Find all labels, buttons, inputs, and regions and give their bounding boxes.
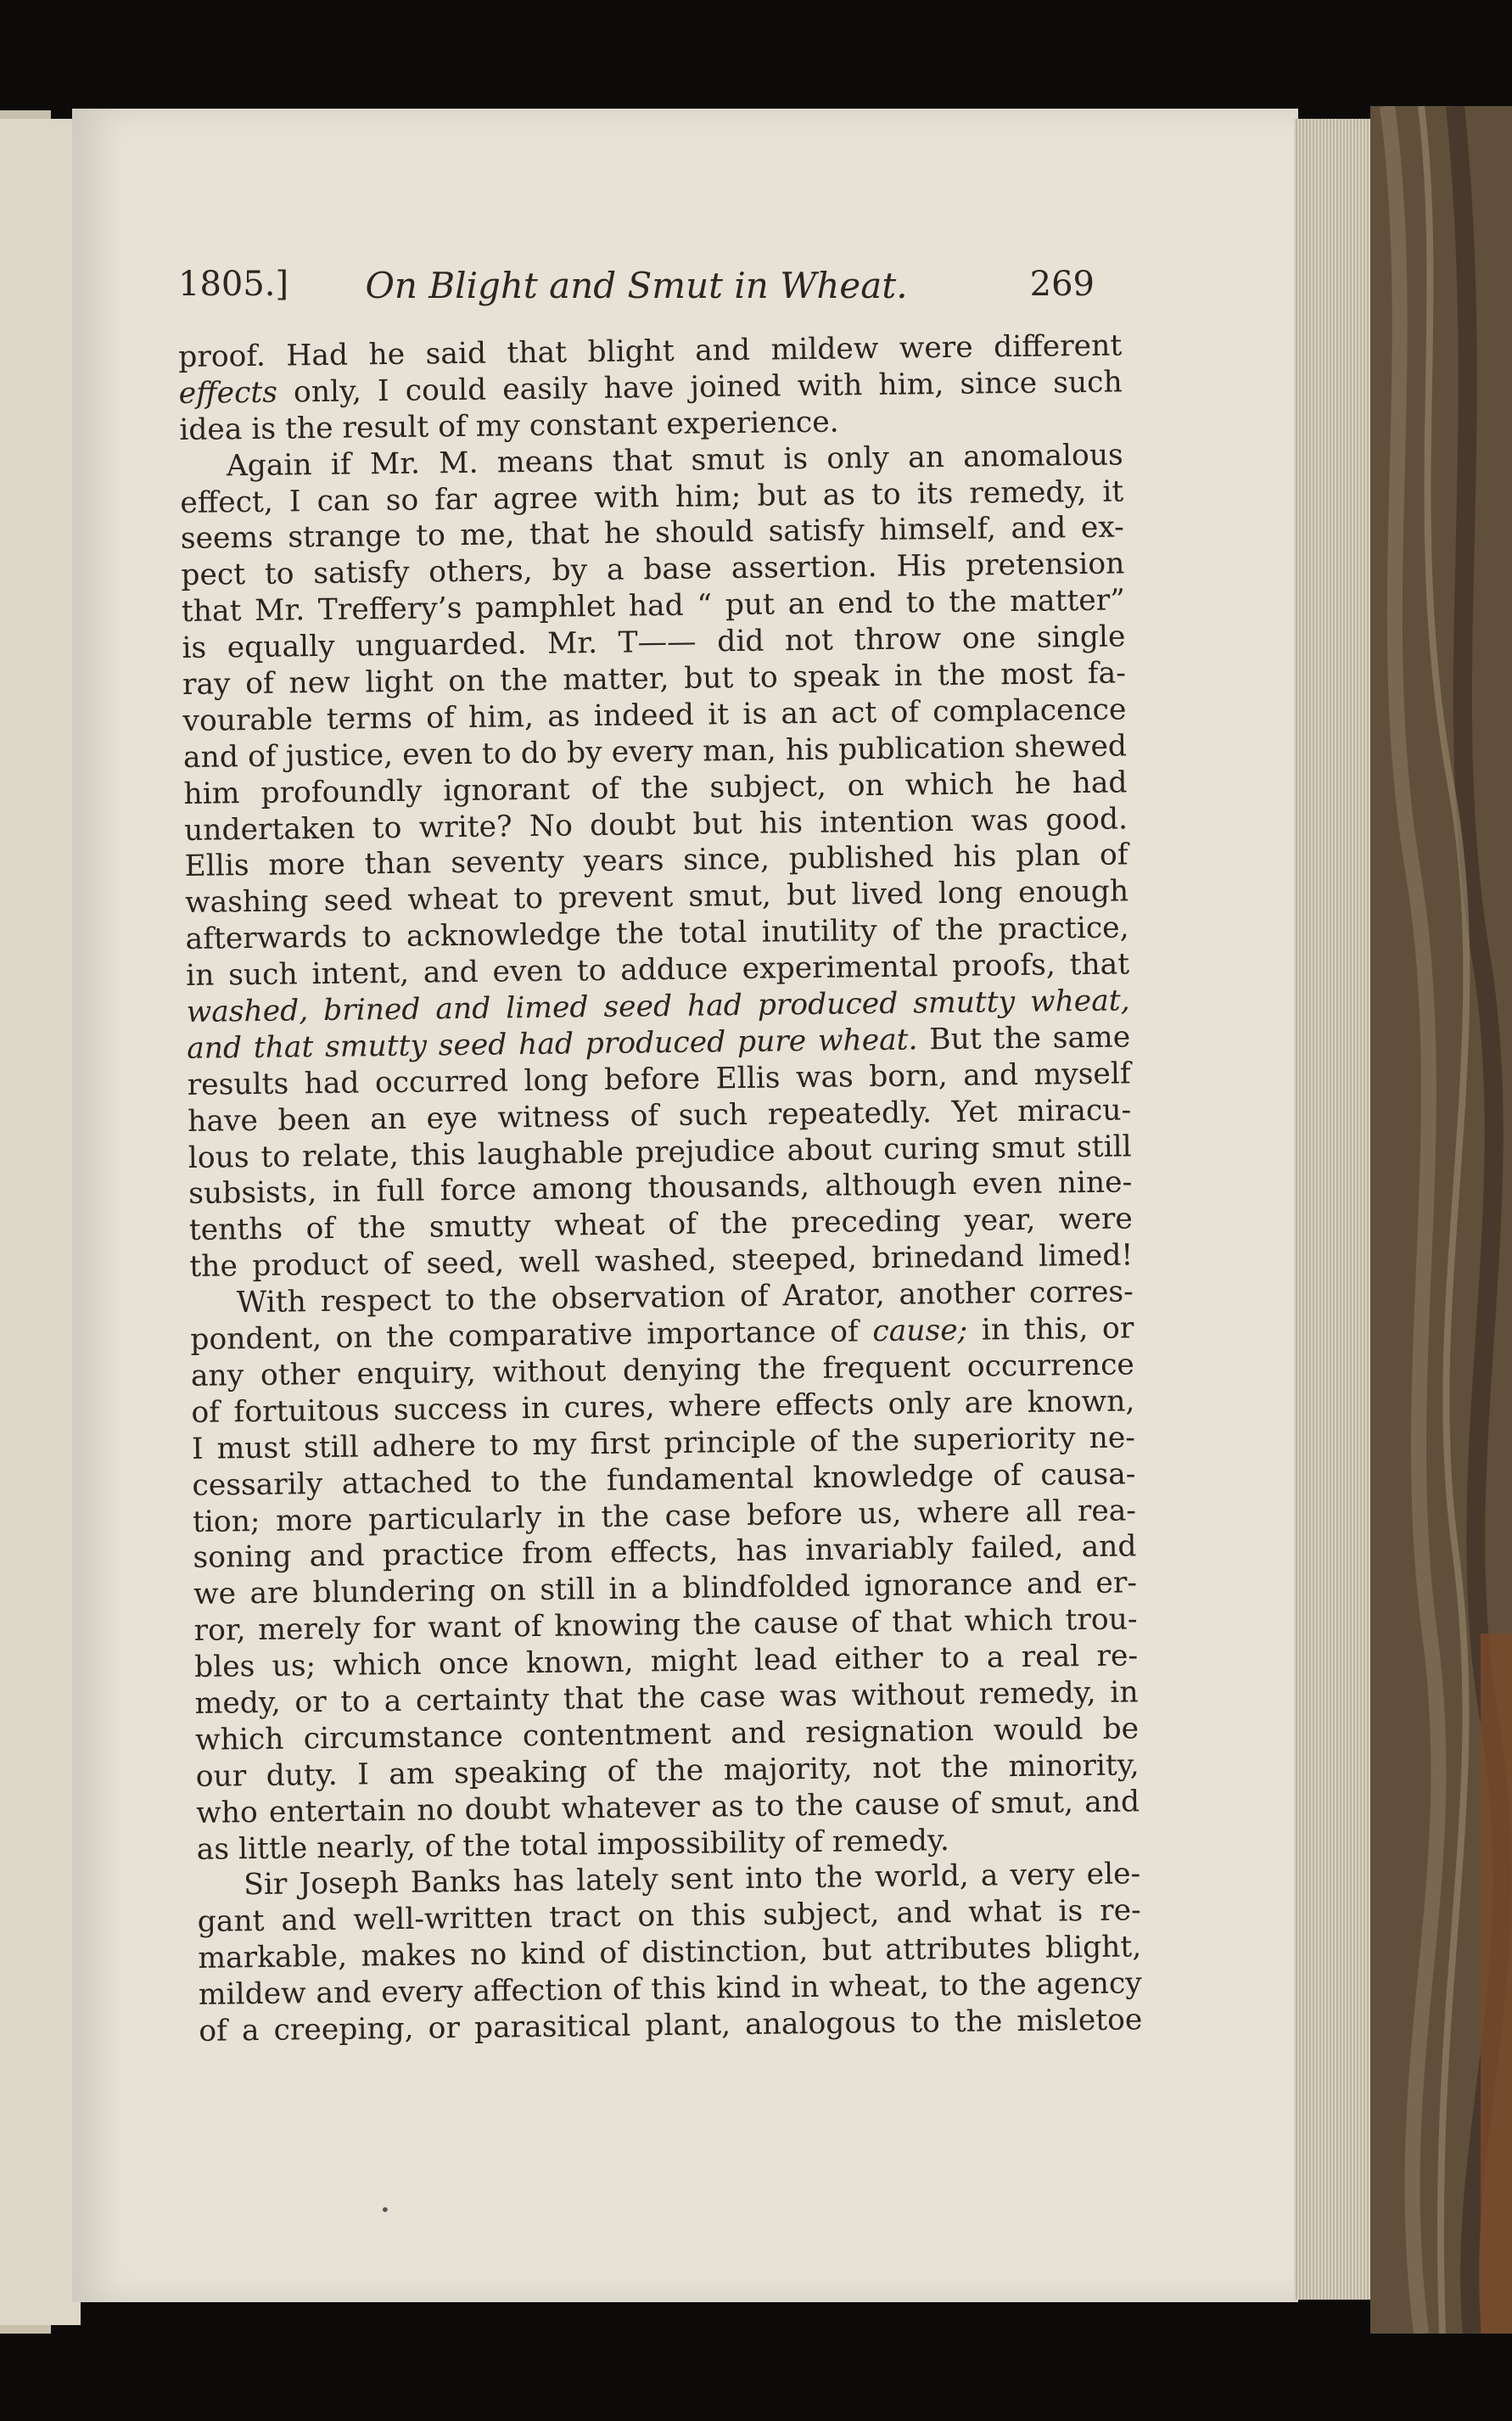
header-title: On Blight and Smut in Wheat. — [365, 265, 908, 306]
marbled-cover — [1370, 106, 1512, 2334]
text-line: vourable terms of him, as indeed it is an act of complacence — [182, 692, 1127, 738]
body-text — [178, 328, 1143, 2049]
running-header — [178, 265, 1095, 324]
text-line: washing seed wheat to prevent smut, but lived long enough — [184, 874, 1129, 921]
text-line: ror, merely for want of knowing the cause of that which trou- — [193, 1602, 1138, 1649]
text-line: medy, or to a certainty that the case was without remedy, in — [194, 1675, 1139, 1721]
text-line: effects only, I could easily have joined with him, since such — [178, 365, 1123, 411]
text-line: of fortuitous success in cures, where effects only are known, — [191, 1384, 1135, 1430]
text-line: proof. Had he said that blight and mildew were different — [178, 328, 1123, 374]
text-line: markable, makes no kind of distinction, but attributes blight, — [198, 1930, 1142, 1976]
text-line: pondent, on the comparative importance of cause; in this, or — [190, 1311, 1134, 1357]
text-line: bles us; which once known, might lead either to a real re- — [193, 1639, 1139, 1684]
text-line: in such intent, and even to adduce experimental proofs, that — [185, 947, 1130, 994]
text-line: we are blundering on still in a blindfolded ignorance and er- — [193, 1566, 1138, 1612]
text-line: of a creeping, or parasitical plant, analogous to the misletoe — [199, 2003, 1143, 2048]
header-year: 1805.] — [178, 265, 289, 304]
text-line: that Mr. Treffery’s pamphlet had “ put an end to the matter” — [181, 583, 1126, 630]
text-line: idea is the result of my constant experience. — [179, 405, 839, 447]
text-line: is equally unguarded. Mr. T—— did not throw one single — [182, 619, 1126, 666]
text-line: have been an eye witness of such repeatedly. Yet miracu- — [188, 1093, 1132, 1139]
text-line: any other enquiry, without denying the frequent occurrence — [190, 1348, 1135, 1393]
text-line: effect, I can so far agree with him; but as to its remedy, it — [180, 474, 1124, 520]
text-line: ray of new light on the matter, but to speak in the most fa- — [182, 656, 1127, 702]
text-line: pect to satisfy others, by a base assertion. His pretension — [181, 546, 1125, 593]
text-line: tion; more particularly in the case before us, where all rea- — [192, 1493, 1137, 1539]
text-line: and that smutty seed had produced pure wheat. But the same — [186, 1020, 1131, 1066]
text-line: Again if Mr. M. means that smut is only an anomalous — [226, 438, 1123, 483]
text-line: soning and practice from effects, has invariably failed, and — [193, 1529, 1137, 1576]
text-line: and of justice, even to do by every man, his publication shewed — [182, 729, 1128, 775]
text-line: the product of seed, well washed, steeped, brinedand limed! — [189, 1238, 1134, 1285]
text-line: mildew and every affection of this kind in wheat, to the agency — [198, 1966, 1142, 2012]
text-line: afterwards to acknowledge the total inutility of the practice, — [185, 911, 1129, 957]
text-line: washed, brined and limed seed had produced smutty wheat, — [186, 984, 1130, 1029]
text-line: results had occurred long before Ellis was born, and myself — [187, 1056, 1131, 1102]
text-line: With respect to the observation of Arator, another corres- — [236, 1275, 1134, 1320]
text-line: Sir Joseph Banks has lately sent into the world, a very ele- — [244, 1857, 1141, 1903]
text-line: as little nearly, of the total impossibility of remedy. — [196, 1823, 950, 1867]
text-line: which circumstance contentment and resignation would be — [194, 1712, 1140, 1757]
text-line: tenths of the smutty wheat of the preceding year, were — [188, 1202, 1133, 1248]
text-line: gant and well-written tract on this subject, and what is re- — [197, 1893, 1141, 1940]
left-page-edge — [0, 119, 81, 2325]
page-stack-edge — [1294, 119, 1375, 2300]
text-line: him profoundly ignorant of the subject, on which he had — [183, 765, 1128, 811]
text-line: undertaken to write? No doubt but his intention was good. — [183, 801, 1128, 848]
page-mark: • — [380, 2200, 390, 2220]
text-line: I must still adhere to my first principle of the superiority ne- — [191, 1421, 1136, 1466]
text-line: cessarily attached to the fundamental knowledge of causa- — [192, 1456, 1136, 1503]
text-line: seems strange to me, that he should satisfy himself, and ex- — [180, 510, 1125, 557]
text-line: lous to relate, this laughable prejudice about curing smut still — [188, 1129, 1132, 1175]
page-number: 269 — [1029, 265, 1095, 304]
text-line: Ellis more than seventy years since, published his plan of — [184, 838, 1128, 884]
text-line: subsists, in full force among thousands, although even nine- — [188, 1165, 1133, 1212]
text-line: our duty. I am speaking of the majority, not the minority, — [195, 1748, 1140, 1794]
text-line: who entertain no doubt whatever as to the cause of smut, and — [195, 1784, 1140, 1830]
